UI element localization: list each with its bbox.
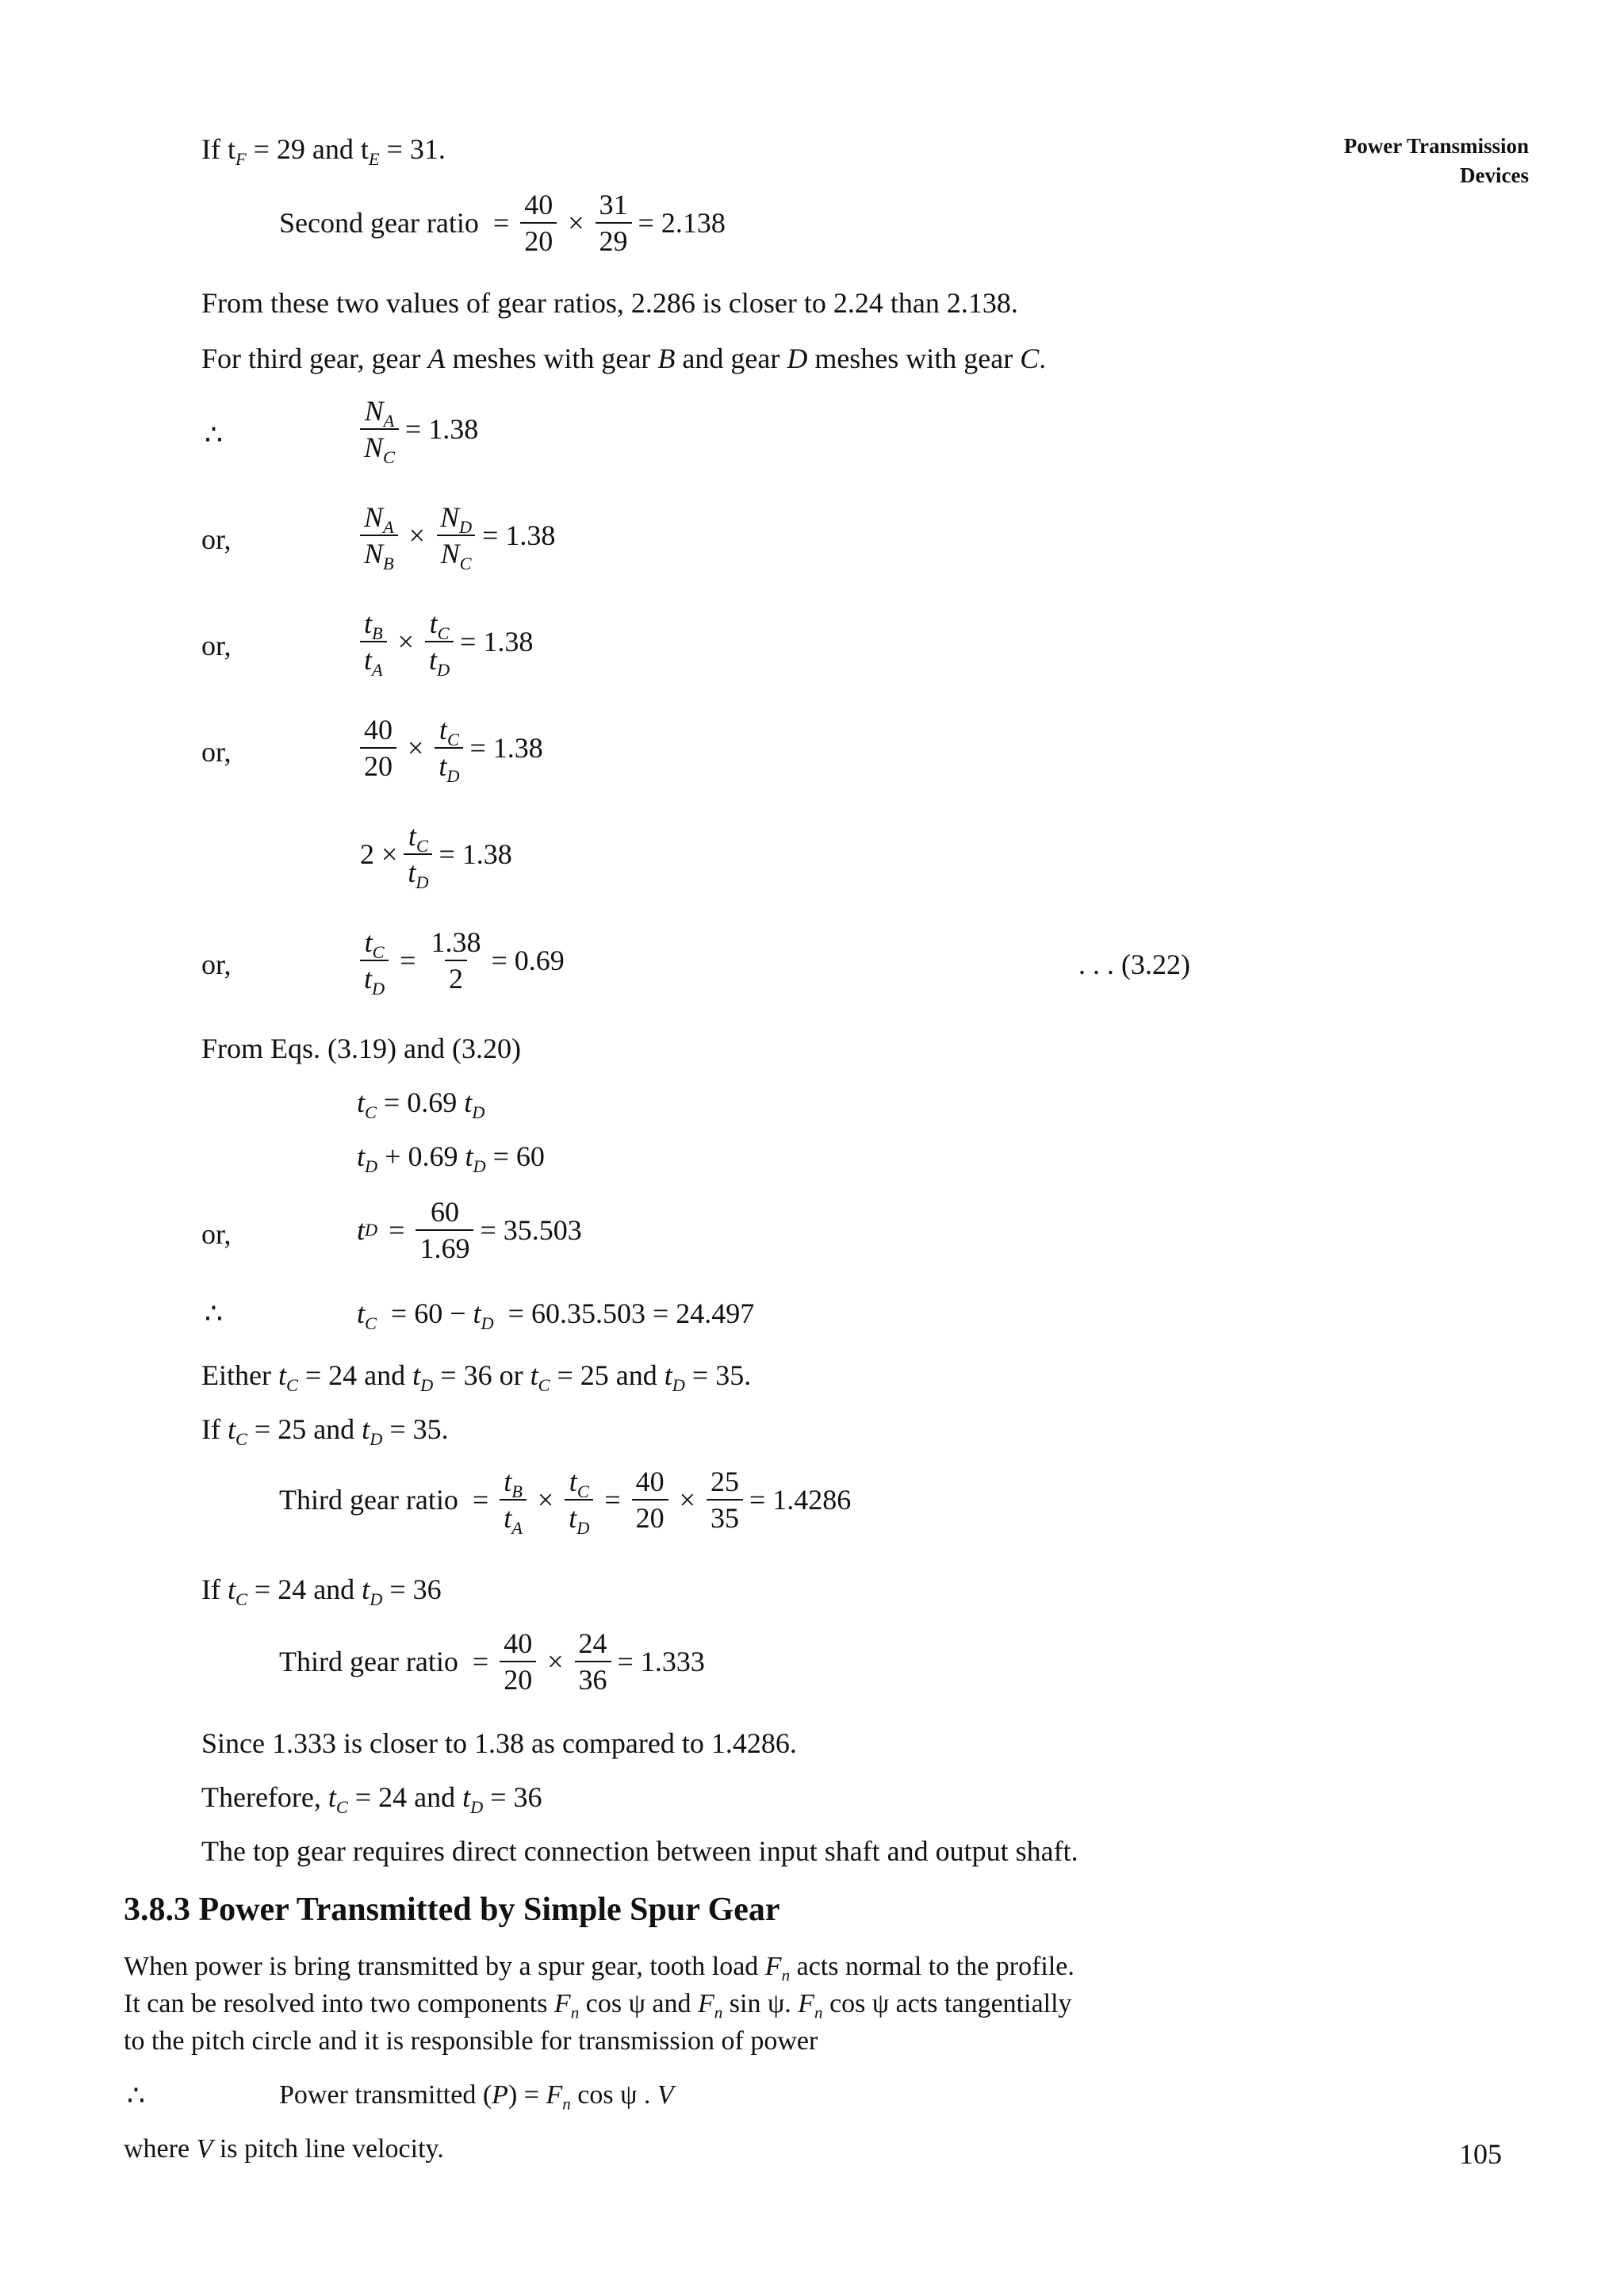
- eq-text: = 36 or: [433, 1359, 530, 1391]
- sub-c: C: [446, 729, 459, 749]
- therefore-symbol: ∴: [205, 1297, 223, 1329]
- var-t: t: [364, 963, 373, 995]
- td-sum-equation: [357, 1139, 545, 1174]
- denominator: [360, 960, 389, 999]
- var-p: P: [492, 2080, 508, 2110]
- denominator: 2: [445, 960, 467, 996]
- sub-n: n: [562, 2094, 571, 2114]
- var-t: t: [362, 1413, 370, 1445]
- second-gear-result: = 2.138: [638, 207, 726, 239]
- var-t: t: [569, 1502, 577, 1534]
- sub-d: D: [672, 1374, 685, 1395]
- gear-c: C: [1020, 343, 1040, 374]
- fraction: [520, 187, 557, 259]
- denominator: 29: [596, 222, 632, 259]
- numerator: [404, 818, 432, 856]
- var-f: F: [553, 1989, 571, 2018]
- sub-b: B: [383, 553, 394, 573]
- result: = 1.38: [439, 838, 512, 870]
- equation-n-ratio: [354, 500, 555, 571]
- sub-c: C: [383, 447, 395, 467]
- equation-2-times: [360, 818, 512, 890]
- var-t: t: [464, 1087, 473, 1118]
- result: = 0.69: [491, 945, 565, 976]
- var-v: V: [196, 2134, 213, 2164]
- eq-text: + 0.69: [377, 1140, 465, 1172]
- gear-d: D: [787, 343, 808, 374]
- intro-text: and gear: [675, 343, 787, 374]
- var-t: t: [428, 644, 437, 676]
- sub-c: C: [459, 553, 472, 573]
- numerator: [360, 606, 387, 641]
- result: = 35.503: [480, 1214, 582, 1246]
- equation-number: . . . (3.22): [1078, 949, 1190, 980]
- denominator: 20: [360, 747, 396, 784]
- para-text: sin ψ.: [722, 1989, 799, 2018]
- if-tc25-line: [201, 1412, 449, 1447]
- eq-text: = 25 and: [247, 1413, 362, 1445]
- eq-text: ) =: [508, 2080, 546, 2110]
- eq-text: = 24 and: [297, 1359, 413, 1391]
- denominator: 35: [707, 1499, 743, 1535]
- result: = 1.38: [482, 519, 556, 551]
- var-t: t: [473, 1297, 481, 1329]
- var-n: N: [364, 431, 384, 463]
- numerator: 24: [578, 1627, 607, 1659]
- eq-text: = 35.: [382, 1413, 449, 1445]
- eq-text: Therefore,: [201, 1781, 328, 1813]
- sub-n: n: [814, 2003, 823, 2022]
- sub-n: n: [781, 1965, 791, 1985]
- header-line-2: Devices: [1460, 163, 1529, 187]
- sub-d: D: [458, 516, 473, 537]
- fraction: [427, 925, 485, 996]
- numerator: [426, 606, 454, 641]
- sub-d: D: [481, 1313, 494, 1333]
- var-f: F: [546, 2080, 563, 2110]
- eq-text: = 24 and: [247, 1573, 362, 1605]
- sub-b: B: [372, 623, 383, 643]
- sub-c: C: [365, 1313, 377, 1333]
- equation-tc-td: [354, 925, 565, 999]
- numerator: [436, 500, 476, 535]
- therefore-symbol: ∴: [127, 2079, 145, 2111]
- times-sign: ×: [408, 732, 424, 764]
- gear-a: A: [427, 343, 446, 374]
- numerator: 1.38: [431, 926, 481, 958]
- para-text: It can be resolved into two components: [124, 1989, 554, 2018]
- or-label: or,: [201, 523, 232, 555]
- para-text: cos ψ and: [579, 1989, 698, 2018]
- result: = 1.38: [404, 413, 479, 445]
- sub-d: D: [576, 1517, 590, 1538]
- var-f: F: [764, 1952, 782, 1981]
- eq-text: = 0.69: [376, 1087, 465, 1118]
- sub-c: C: [365, 1102, 377, 1122]
- equation-td: t D = $\frac{60}{1.69}$ = 35.503: [357, 1196, 582, 1264]
- sub-c: C: [236, 1589, 247, 1609]
- denominator: [404, 853, 432, 890]
- eq-text: = 25 and: [550, 1359, 665, 1391]
- var-t: t: [439, 750, 447, 782]
- var-t: t: [465, 1140, 473, 1172]
- or-label: or,: [201, 949, 232, 980]
- denominator: [565, 1499, 593, 1538]
- result: = 1.38: [469, 732, 543, 764]
- fraction: [632, 1464, 668, 1535]
- denominator: 1.69: [416, 1229, 473, 1266]
- sub-c: C: [335, 1796, 348, 1817]
- numerator: 40: [364, 714, 393, 746]
- header-line-1: Power Transmission: [1343, 134, 1529, 158]
- fraction: [575, 1626, 611, 1697]
- sub-c: C: [236, 1428, 247, 1449]
- subscript-e: E: [368, 148, 380, 169]
- numerator: 25: [710, 1466, 739, 1497]
- eq-text: = 60: [485, 1140, 545, 1172]
- tc-computation: [357, 1296, 754, 1331]
- numerator: 60: [430, 1196, 459, 1228]
- sub-b: B: [511, 1481, 523, 1501]
- intro-text: For third gear, gear: [201, 343, 428, 374]
- intro-text: meshes with gear: [445, 343, 658, 374]
- numerator: 40: [635, 1466, 665, 1497]
- var-n: N: [439, 501, 459, 533]
- eq-text: If: [201, 1413, 228, 1445]
- var-t: t: [429, 608, 438, 639]
- since-line: Since 1.333 is closer to 1.38 as compared to 1.4286.: [201, 1727, 797, 1759]
- fraction: [500, 1464, 527, 1538]
- two-times: 2 ×: [360, 838, 398, 870]
- eq-text: where: [124, 2134, 197, 2164]
- fraction: [404, 818, 432, 890]
- if-tf-text: If t: [201, 133, 236, 165]
- second-gear-label: Second gear ratio: [279, 207, 479, 239]
- top-gear-line: The top gear requires direct connection between input shaft and output shaft.: [201, 1835, 1078, 1867]
- equals-sign: =: [492, 207, 510, 239]
- if-tf-end: = 31.: [379, 133, 446, 165]
- denominator: [360, 428, 399, 465]
- numerator: [500, 1464, 527, 1499]
- var-t: t: [530, 1359, 538, 1391]
- para-text: When power is bring transmitted by a spur gear, tooth load: [124, 1952, 765, 1981]
- para-text: cos ψ acts tangentially: [822, 1989, 1072, 2018]
- sub-a: A: [383, 410, 395, 431]
- page-number: 105: [1459, 2138, 1502, 2170]
- var-t: t: [408, 820, 416, 852]
- times-sign: ×: [537, 1484, 554, 1516]
- var-t: t: [227, 1573, 236, 1605]
- sub-c: C: [576, 1481, 589, 1501]
- if-tc24-line: [201, 1572, 442, 1607]
- var-t: t: [227, 1413, 236, 1445]
- denominator: [500, 1499, 527, 1538]
- third-gear-equation-1: [279, 1464, 852, 1538]
- var-t: t: [408, 857, 416, 888]
- eq-text: is pitch line velocity.: [213, 2134, 444, 2164]
- fraction: [565, 1464, 593, 1538]
- var-f: F: [798, 1989, 815, 2018]
- sub-d: D: [472, 1102, 485, 1122]
- times-sign: ×: [397, 626, 414, 657]
- var-n: N: [364, 395, 384, 427]
- gear-b: B: [657, 343, 676, 374]
- tc-equation: [357, 1085, 485, 1120]
- sub-d: D: [372, 978, 385, 999]
- var-t: t: [327, 1781, 336, 1813]
- denominator: 36: [575, 1661, 611, 1697]
- sub-d: D: [370, 1428, 383, 1449]
- var-t: t: [357, 1214, 366, 1246]
- var-n: N: [440, 538, 460, 569]
- var-t: t: [462, 1781, 471, 1813]
- sub-c: C: [416, 835, 428, 856]
- equals-sign: =: [472, 1646, 489, 1677]
- fraction: [435, 712, 463, 784]
- para-text: acts normal to the profile.: [790, 1952, 1074, 1981]
- result: = 1.38: [460, 626, 534, 657]
- result: = 1.4286: [749, 1484, 852, 1516]
- fraction: [360, 606, 387, 680]
- numerator: 40: [504, 1627, 533, 1659]
- third-gear-intro: [201, 341, 1046, 376]
- third-gear-equation-2: [279, 1626, 705, 1697]
- eq-text: Either: [201, 1359, 278, 1391]
- second-gear-equation: [279, 187, 726, 259]
- or-label: or,: [201, 736, 232, 768]
- therefore-line: [201, 1780, 542, 1815]
- fraction: [360, 712, 396, 784]
- fraction: [596, 187, 632, 259]
- result: = 1.333: [617, 1646, 705, 1677]
- denominator: [360, 535, 398, 571]
- var-n: N: [364, 501, 384, 533]
- denominator: [435, 747, 463, 784]
- denominator: [425, 641, 454, 680]
- sub-n: n: [714, 2003, 723, 2022]
- intro-text: .: [1039, 343, 1047, 374]
- sub-d: D: [420, 1374, 434, 1395]
- fraction: [360, 925, 389, 999]
- paragraph-line: to the pitch circle and it is responsible for transmission of power: [124, 2026, 818, 2056]
- sub-c: C: [285, 1374, 298, 1395]
- var-t: t: [364, 926, 373, 958]
- var-t: t: [362, 1573, 370, 1605]
- fraction: [436, 500, 476, 571]
- equals-sign: =: [400, 945, 416, 976]
- sub-d: D: [470, 1796, 484, 1817]
- section-heading: 3.8.3 Power Transmitted by Simple Spur Gear: [124, 1892, 780, 1928]
- eq-text: = 24 and: [347, 1781, 463, 1813]
- var-t: t: [357, 1140, 366, 1172]
- fraction: [500, 1626, 536, 1697]
- or-label: or,: [201, 1218, 232, 1250]
- var-t: t: [364, 608, 373, 639]
- denominator: [360, 641, 387, 680]
- subscript-f: F: [235, 148, 247, 169]
- sub-n: n: [570, 2003, 580, 2022]
- sub-a: A: [383, 516, 394, 537]
- eq-text: = 35.: [684, 1359, 752, 1391]
- fraction: [360, 500, 398, 571]
- equation-na-nc: [354, 393, 478, 465]
- numerator: [361, 393, 399, 431]
- fraction: [707, 1464, 743, 1535]
- power-equation: [279, 2078, 674, 2113]
- eq-text: If: [201, 1573, 228, 1605]
- denominator: 20: [500, 1661, 536, 1697]
- times-sign: ×: [547, 1646, 564, 1677]
- eq-text: = 60 −: [390, 1297, 473, 1329]
- fraction: [416, 1194, 473, 1266]
- numerator: [565, 1464, 593, 1499]
- sub-c: C: [372, 941, 385, 962]
- numerator: 40: [524, 189, 553, 220]
- numerator: 31: [599, 189, 628, 220]
- denominator: 20: [520, 222, 557, 259]
- sub-c: C: [538, 1374, 550, 1395]
- numerator: [435, 712, 463, 747]
- var-t: t: [504, 1466, 512, 1497]
- paragraph-line: [124, 1948, 1202, 1985]
- if-tf-mid: = 29 and t: [246, 133, 369, 165]
- var-t: t: [357, 1087, 366, 1118]
- body-paragraph: [124, 1948, 1202, 2060]
- var-t: t: [412, 1359, 421, 1391]
- eq-text: = 36: [483, 1781, 542, 1813]
- sub-d: D: [436, 659, 450, 680]
- var-n: N: [364, 538, 384, 569]
- sub-d: D: [446, 765, 460, 786]
- var-v: V: [657, 2080, 674, 2110]
- where-line: [124, 2132, 444, 2167]
- from-values-line: From these two values of gear ratios, 2.286 is closer to 2.24 than 2.138.: [201, 287, 1018, 319]
- equals-sign: =: [604, 1484, 621, 1516]
- eq-text: = 60.35.503 = 24.497: [508, 1297, 755, 1329]
- eq-text: = 36: [382, 1573, 442, 1605]
- equation-40-20: [354, 712, 543, 784]
- either-line: [201, 1358, 751, 1393]
- equals-sign: =: [472, 1484, 489, 1516]
- fraction: [425, 606, 454, 680]
- fraction: [360, 393, 399, 465]
- numerator: [360, 500, 398, 535]
- times-sign: ×: [568, 207, 584, 239]
- or-label: or,: [201, 630, 232, 661]
- numerator: [361, 925, 389, 960]
- times-sign: ×: [408, 519, 425, 551]
- sub-a: A: [511, 1517, 523, 1538]
- paragraph-line: [124, 1985, 1202, 2022]
- intro-text: meshes with gear: [807, 343, 1021, 374]
- var-f: F: [697, 1989, 714, 2018]
- sub-d: D: [416, 872, 429, 892]
- from-eqs-line: From Eqs. (3.19) and (3.20): [201, 1033, 521, 1064]
- therefore-symbol: ∴: [205, 419, 223, 450]
- var-t: t: [439, 714, 447, 746]
- var-t: t: [504, 1502, 512, 1534]
- times-sign: ×: [679, 1484, 695, 1516]
- var-t: t: [364, 644, 373, 676]
- eq-text: Power transmitted (: [279, 2080, 492, 2110]
- var-t: t: [664, 1359, 672, 1391]
- denominator: [437, 535, 476, 571]
- equation-t-ratio: [354, 606, 534, 680]
- var-t: t: [357, 1297, 366, 1329]
- third-gear-label: Third gear ratio: [279, 1646, 458, 1677]
- var-t: t: [569, 1466, 577, 1497]
- sub-a: A: [372, 659, 383, 680]
- sub-c: C: [437, 623, 450, 643]
- sub-d: D: [370, 1589, 383, 1609]
- denominator: 20: [632, 1499, 668, 1535]
- var-t: t: [278, 1359, 286, 1391]
- eq-text: cos ψ .: [570, 2080, 657, 2110]
- third-gear-label: Third gear ratio: [279, 1484, 458, 1516]
- running-header: [1228, 132, 1529, 190]
- sub-d: D: [473, 1156, 486, 1176]
- equals-sign: =: [389, 1214, 405, 1246]
- if-tf-line: [201, 132, 446, 167]
- sub-d: D: [365, 1156, 378, 1176]
